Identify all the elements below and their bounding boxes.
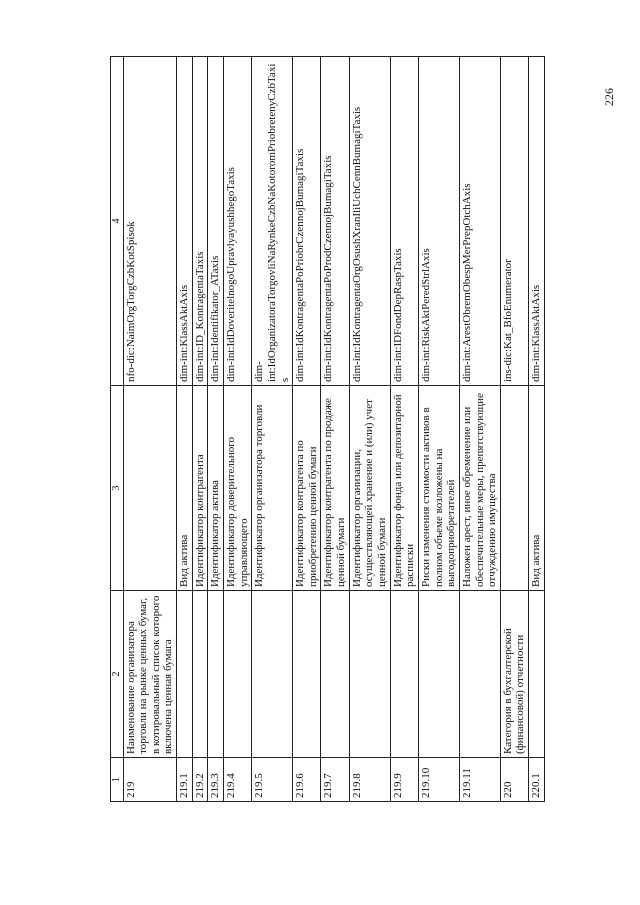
row-number-cell: 219 (123, 758, 177, 802)
dimension-description-cell: Идентификатор контрагента по продаже ценной бумаги (321, 386, 349, 591)
indicator-name-cell (252, 591, 293, 758)
code-cell: dim-int:RiskAktPeredStrlAxis (418, 57, 459, 386)
indicator-name-cell (459, 591, 500, 758)
indicator-name-cell (208, 591, 224, 758)
indicator-name-cell (223, 591, 251, 758)
table-row (208, 57, 224, 802)
table-row (529, 57, 545, 802)
row-number-cell: 219.4 (223, 758, 251, 802)
dimension-description-cell: Идентификатор организации, осуществляющей хранение и (или) учет ценной бумаги (349, 386, 390, 591)
dimension-description-cell: Идентификатор организатора торговли (252, 386, 293, 591)
column-header: 4 (111, 57, 124, 386)
code-cell: dim-int:KlassAktAxis (529, 57, 545, 386)
dimension-description-cell: Идентификатор доверительного управляющего (223, 386, 251, 591)
indicator-name-cell (418, 591, 459, 758)
code-cell: dim-int:IdKontragentaOrgOsushXranIliUchCennBumagiTaxis (349, 57, 390, 386)
code-cell: dim-int:Identifikator_ATaxis (208, 57, 224, 386)
dimension-description-cell (500, 386, 528, 591)
indicator-name-cell: Категория в бухгалтерской (финансовой) отчетности (500, 591, 528, 758)
row-number-cell: 219.8 (349, 758, 390, 802)
table-row (418, 57, 459, 802)
code-cell: dim-int:IdKontragentaPoProdCzennojBumagiTaxis (321, 57, 349, 386)
table-header-row (111, 57, 124, 802)
data-table (110, 56, 545, 802)
table-row (293, 57, 321, 802)
code-cell: dim-int:KlassAktAxis (177, 57, 193, 386)
row-number-cell: 219.5 (252, 758, 293, 802)
row-number-cell: 219.10 (418, 758, 459, 802)
table-row (321, 57, 349, 802)
row-number-cell: 220.1 (529, 758, 545, 802)
dimension-description-cell (123, 386, 177, 591)
table-row (123, 57, 177, 802)
indicator-name-cell (177, 591, 193, 758)
rotated-table-wrapper (110, 57, 545, 802)
row-number-cell: 220 (500, 758, 528, 802)
table-row (223, 57, 251, 802)
row-number-cell: 219.7 (321, 758, 349, 802)
code-cell: dim-int:IdKontragentaPoPriobrCzennojBumagiTaxis (293, 57, 321, 386)
table-row (252, 57, 293, 802)
indicator-name-cell (349, 591, 390, 758)
row-number-cell: 219.11 (459, 758, 500, 802)
column-header: 2 (111, 591, 124, 758)
table-row (177, 57, 193, 802)
row-number-cell: 219.9 (390, 758, 418, 802)
indicator-name-cell (293, 591, 321, 758)
table-row (500, 57, 528, 802)
row-number-cell: 219.6 (293, 758, 321, 802)
code-cell: dim-int:ArestObremObespMerPrepOtchAxis (459, 57, 500, 386)
dimension-description-cell: Идентификатор фонда или депозитарной расписки (390, 386, 418, 591)
dimension-description-cell: Риски изменения стоимости активов в полном объеме возложены на выгодоприобретателей (418, 386, 459, 591)
page-number: 226 (601, 88, 616, 106)
indicator-name-cell (390, 591, 418, 758)
column-header: 1 (111, 758, 124, 802)
table-body (123, 57, 544, 802)
code-cell: dim-int:IDFondDepRaspTaxis (390, 57, 418, 386)
indicator-name-cell (192, 591, 208, 758)
code-cell: dim-int:IdDoveritelnogoUpravlyayushhegoTaxis (223, 57, 251, 386)
column-header: 3 (111, 386, 124, 591)
code-cell: nfo-dic:NaimOrgTorgCzbKotSpisok (123, 57, 177, 386)
table-row (349, 57, 390, 802)
row-number-cell: 219.1 (177, 758, 193, 802)
dimension-description-cell: Вид актива (177, 386, 193, 591)
dimension-description-cell: Идентификатор актива (208, 386, 224, 591)
indicator-name-cell: Наименование организатора торговли на рынке ценных бумаг, в котировальный список которого включена ценная бумага (123, 591, 177, 758)
code-cell: dim-int:IdOrganizatoraTorgovliNaRynkeCzbNaKotoromPriobretenyCzbTaxis (252, 57, 293, 386)
dimension-description-cell: Наложен арест, иное обременение или обеспечительные меры, препятствующие отчуждению имущества (459, 386, 500, 591)
row-number-cell: 219.3 (208, 758, 224, 802)
dimension-description-cell: Вид актива (529, 386, 545, 591)
indicator-name-cell (529, 591, 545, 758)
table-row (192, 57, 208, 802)
table-row (459, 57, 500, 802)
table-row (390, 57, 418, 802)
indicator-name-cell (321, 591, 349, 758)
dimension-description-cell: Идентификатор контрагента по приобретению ценной бумаги (293, 386, 321, 591)
row-number-cell: 219.2 (192, 758, 208, 802)
dimension-description-cell: Идентификатор контрагента (192, 386, 208, 591)
code-cell: ins-dic:Kat_BfoEnumerator (500, 57, 528, 386)
code-cell: dim-int:ID_KontragentaTaxis (192, 57, 208, 386)
